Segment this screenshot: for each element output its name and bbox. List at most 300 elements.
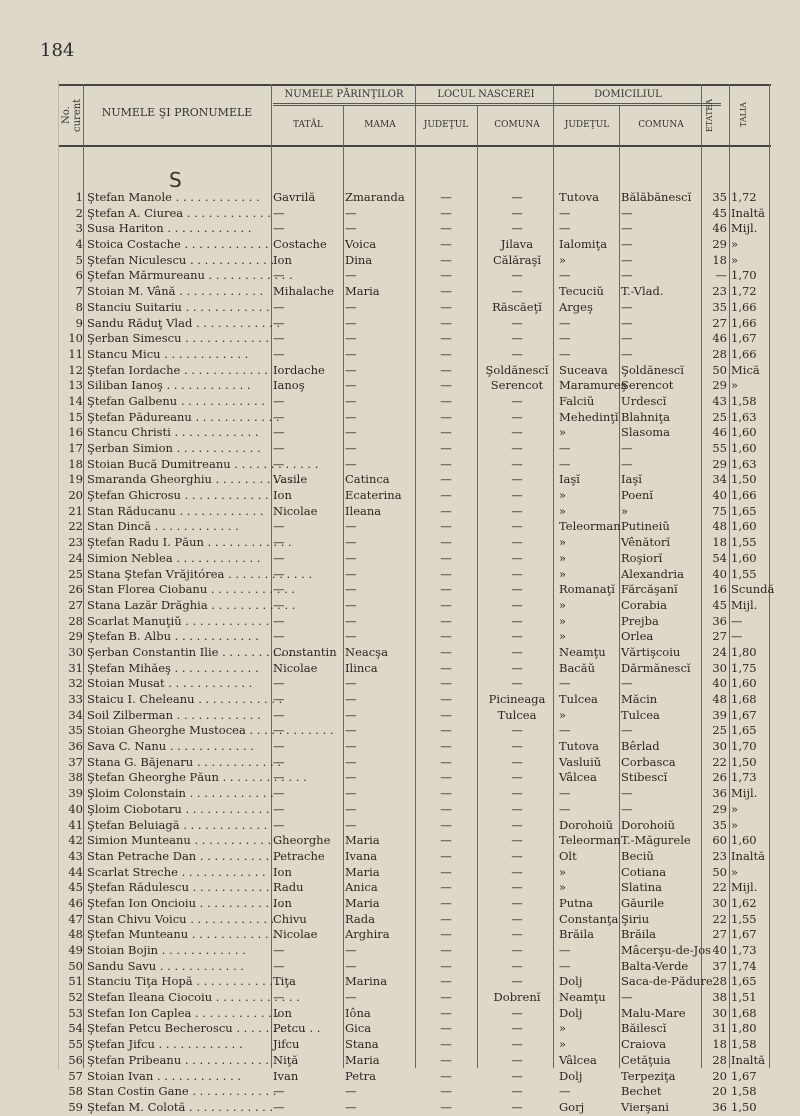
cell-tal: Mijl. xyxy=(731,597,758,612)
cell-tal: 1,80 xyxy=(731,644,757,659)
cell-tal: » xyxy=(731,237,739,252)
cell-cd: Brăila xyxy=(621,927,657,942)
cell-age: 48 xyxy=(712,692,727,706)
cell-tal: 1,67 xyxy=(731,1068,757,1083)
cell-tal: » xyxy=(731,801,739,816)
table-row xyxy=(59,1069,771,1085)
cell-name: Ştefan Manole . . . xyxy=(87,190,267,206)
cell-name: Ştefan Pădureanu . . . xyxy=(87,410,267,426)
cell-cd: Corabia xyxy=(621,597,667,612)
cell-cd: Bêrlad xyxy=(621,739,660,754)
cell-tal: 1,66 xyxy=(731,488,757,503)
cell-mama: Neacşa xyxy=(345,644,388,659)
cell-cn: Dobrenĭ xyxy=(493,990,541,1005)
cell-jd: Tutova xyxy=(559,739,599,754)
cell-tal: 1,66 xyxy=(731,299,757,314)
cell-name: Stanciu Suitariu . . . xyxy=(87,300,267,316)
cell-no: 47 xyxy=(68,911,83,926)
cell-age: 30 xyxy=(712,739,727,754)
cell-tal: 1,75 xyxy=(731,660,757,675)
cell-no: 19 xyxy=(68,472,83,487)
cell-mama: — xyxy=(345,268,357,283)
table-row xyxy=(59,676,771,692)
cell-name: Smaranda Gheorghiu . . . xyxy=(87,472,267,488)
cell-mama: — xyxy=(345,550,357,565)
cell-cd: Blahniţa xyxy=(621,409,670,424)
table-row xyxy=(59,598,771,614)
cell-jd: Falciŭ xyxy=(559,393,595,408)
cell-cd: — xyxy=(621,205,633,220)
cell-name: Stana Lazăr Drăghia . . . xyxy=(87,598,267,614)
cell-cn: — xyxy=(511,456,523,471)
cell-cn: — xyxy=(511,472,523,487)
cell-tal: 1,68 xyxy=(731,1005,757,1020)
cell-no: 40 xyxy=(68,801,83,816)
cell-mama: Ivana xyxy=(345,848,378,863)
cell-tal: 1,50 xyxy=(731,472,757,487)
cell-jn: — xyxy=(440,315,452,330)
cell-jd: Vasluiŭ xyxy=(559,754,602,769)
cell-jn: — xyxy=(440,864,452,879)
cell-age: 36 xyxy=(712,786,727,801)
cell-jd: » xyxy=(559,566,567,581)
cell-age: 27 xyxy=(712,629,727,644)
cell-no: 21 xyxy=(68,503,83,518)
cell-jn: — xyxy=(440,801,452,816)
cell-cd: Dărmănescĭ xyxy=(621,660,691,675)
cell-tal: 1,74 xyxy=(731,958,757,973)
cell-tal: 1,67 xyxy=(731,331,757,346)
cell-age: 20 xyxy=(712,1068,727,1083)
cell-jn: — xyxy=(440,895,452,910)
cell-tata: — xyxy=(273,739,285,754)
cell-mama: — xyxy=(345,299,357,314)
cell-cn: — xyxy=(511,393,523,408)
cell-jn: — xyxy=(440,848,452,863)
cell-cn: — xyxy=(511,1099,523,1114)
cell-no: 27 xyxy=(68,597,83,612)
cell-age: 55 xyxy=(712,441,727,455)
cell-tal: 1,70 xyxy=(731,739,757,754)
cell-no: 5 xyxy=(75,252,83,267)
cell-cd: Slatina xyxy=(621,880,662,895)
cell-tal: 1,60 xyxy=(731,519,757,534)
table-row xyxy=(59,331,771,347)
cell-jn: — xyxy=(440,1068,452,1083)
cell-jn: — xyxy=(440,1099,452,1114)
cell-jn: — xyxy=(440,1084,452,1099)
cell-mama: — xyxy=(345,409,357,424)
cell-no: 33 xyxy=(68,692,83,706)
cell-jn: — xyxy=(440,378,452,393)
cell-name: Şloim Colonstain . . . xyxy=(87,786,267,802)
cell-no: 7 xyxy=(75,284,83,299)
cell-cd: — xyxy=(621,801,633,816)
cell-cn: Tulcea xyxy=(497,707,537,722)
header-name: NUMELE ŞI PRONUMELE xyxy=(101,106,253,119)
cell-age: 23 xyxy=(712,284,727,299)
cell-mama: — xyxy=(345,393,357,408)
cell-name: Stan Dincă . . . xyxy=(87,519,267,535)
table-row xyxy=(59,645,771,661)
cell-jn: — xyxy=(440,1005,452,1020)
cell-jn: — xyxy=(440,284,452,299)
table-row xyxy=(59,268,771,284)
cell-tata: Jifcu xyxy=(273,1037,300,1052)
cell-cn: — xyxy=(511,786,523,801)
cell-tata: Nicolae xyxy=(273,503,318,518)
cell-tal: 1,60 xyxy=(731,550,757,565)
cell-tal: 1,67 xyxy=(731,707,757,722)
cell-tata: Ion xyxy=(273,252,292,267)
cell-cd: Băilescĭ xyxy=(621,1021,667,1036)
cell-tata: — xyxy=(273,597,285,612)
cell-tata: Gavrilă xyxy=(273,190,316,204)
cell-name: Şerban Constantin Ilie . . . xyxy=(87,645,267,661)
cell-tal: 1,51 xyxy=(731,990,757,1005)
cell-jn: — xyxy=(440,943,452,957)
cell-cn: — xyxy=(511,331,523,346)
cell-cd: — xyxy=(621,990,633,1005)
cell-name: Stoian Bucă Dumitreanu . . . xyxy=(87,457,267,473)
table-row xyxy=(59,519,771,535)
cell-jn: — xyxy=(440,237,452,252)
cell-cd: Cetăţuia xyxy=(621,1052,671,1067)
cell-jn: — xyxy=(440,833,452,848)
cell-mama: — xyxy=(345,770,357,785)
header-domicile: DOMICILIUL xyxy=(594,89,662,100)
cell-no: 50 xyxy=(68,958,83,973)
cell-no: 10 xyxy=(68,331,83,346)
cell-name: Stoian M. Vână . . . xyxy=(87,284,267,300)
cell-name: Stefan Ion Caplea . . . xyxy=(87,1006,267,1022)
cell-cd: Bechet xyxy=(621,1084,662,1099)
cell-cd: Urdescĭ xyxy=(621,393,667,408)
cell-jn: — xyxy=(440,409,452,424)
cell-cn: — xyxy=(511,284,523,299)
cell-cd: Malu-Mare xyxy=(621,1005,686,1020)
cell-cd: — xyxy=(621,237,633,252)
cell-tata: Ion xyxy=(273,488,292,503)
cell-tata: Petrache xyxy=(273,848,325,863)
cell-tal: 1,60 xyxy=(731,425,757,440)
cell-tal: 1,67 xyxy=(731,927,757,942)
cell-tata: — xyxy=(273,754,285,769)
cell-name: Ştefan Mărmureanu . . . xyxy=(87,268,267,284)
cell-no: 55 xyxy=(68,1037,83,1052)
cell-no: 52 xyxy=(68,990,83,1005)
cell-tata: Nicolae xyxy=(273,660,318,675)
cell-jd: » xyxy=(559,880,567,895)
cell-tata: — xyxy=(273,566,285,581)
cell-age: 60 xyxy=(712,833,727,848)
cell-no: 9 xyxy=(75,315,83,330)
cell-no: 46 xyxy=(68,895,83,910)
cell-name: Ştefan Jifcu . . . xyxy=(87,1037,267,1053)
cell-jd: Gorj xyxy=(559,1099,585,1114)
cell-name: Ştefan M. Colotă . . . xyxy=(87,1100,267,1116)
cell-tata: Constantin xyxy=(273,644,337,659)
table-row xyxy=(59,582,775,598)
cell-mama: Ecaterina xyxy=(345,488,402,503)
cell-tal: 1,70 xyxy=(731,268,757,283)
cell-jn: — xyxy=(440,644,452,659)
cell-age: 30 xyxy=(712,895,727,910)
cell-age: 46 xyxy=(712,331,727,346)
cell-age: 36 xyxy=(712,613,727,628)
header-judetul: JUDEŢUL xyxy=(423,120,469,130)
cell-jd: » xyxy=(559,550,567,565)
cell-no: 6 xyxy=(75,268,83,283)
cell-tal: 1,66 xyxy=(731,346,757,361)
cell-jn: — xyxy=(440,205,452,220)
cell-tata: — xyxy=(273,817,285,832)
cell-no: 1 xyxy=(75,190,83,204)
cell-jd: » xyxy=(559,613,567,628)
cell-mama: — xyxy=(345,801,357,816)
table-row xyxy=(59,551,771,567)
cell-jn: — xyxy=(440,911,452,926)
cell-tata: — xyxy=(273,425,285,440)
cell-cn: — xyxy=(511,739,523,754)
cell-name: Şerban Simescu . . . xyxy=(87,331,267,347)
cell-age: 46 xyxy=(712,221,727,236)
cell-tal: Scundă xyxy=(731,582,775,597)
cell-tal: 1,73 xyxy=(731,770,757,785)
cell-age: 40 xyxy=(712,676,727,691)
cell-age: 30 xyxy=(712,1005,727,1020)
cell-mama: Catinca xyxy=(345,472,390,487)
cell-jd: Vâlcea xyxy=(559,770,597,785)
cell-jd: — xyxy=(559,315,571,330)
cell-tata: — xyxy=(273,692,285,706)
cell-age: 36 xyxy=(712,1099,727,1114)
cell-jn: — xyxy=(440,707,452,722)
cell-cd: — xyxy=(621,221,633,236)
cell-name: Sandu Răduţ Vlad . . . xyxy=(87,316,267,332)
cell-cd: — xyxy=(621,441,633,455)
entry-list xyxy=(59,190,775,1116)
cell-jd: » xyxy=(559,707,567,722)
cell-name: Ştefan Munteanu . . . xyxy=(87,927,267,943)
table-row xyxy=(59,849,771,865)
cell-cd: Şiriu xyxy=(621,911,650,926)
cell-no: 53 xyxy=(68,1005,83,1020)
page-number: 184 xyxy=(40,40,75,61)
cell-cn: — xyxy=(511,425,523,440)
cell-mama: — xyxy=(345,378,357,393)
cell-jn: — xyxy=(440,252,452,267)
cell-jd: — xyxy=(559,331,571,346)
cell-tata: — xyxy=(273,441,285,455)
cell-no: 35 xyxy=(68,723,83,738)
cell-cn: — xyxy=(511,1052,523,1067)
cell-name: Sandu Savu . . . xyxy=(87,959,267,975)
cell-mama: Arghira xyxy=(345,927,390,942)
cell-no: 58 xyxy=(68,1084,83,1099)
cell-cd: — xyxy=(621,252,633,267)
table-row xyxy=(59,629,771,645)
cell-no: 41 xyxy=(68,817,83,832)
cell-age: 24 xyxy=(712,644,727,659)
table-row xyxy=(59,802,771,818)
table-row xyxy=(59,504,771,520)
cell-tal: 1,58 xyxy=(731,1037,757,1052)
table-row xyxy=(59,692,771,708)
cell-age: 75 xyxy=(712,503,727,518)
cell-cd: Prejba xyxy=(621,613,659,628)
cell-age: — xyxy=(715,268,727,283)
cell-mama: Marina xyxy=(345,974,388,989)
cell-age: 45 xyxy=(712,205,727,220)
cell-mama: Maria xyxy=(345,284,380,299)
cell-jn: — xyxy=(440,990,452,1005)
cell-jn: — xyxy=(440,441,452,455)
cell-no: 25 xyxy=(68,566,83,581)
table-row xyxy=(59,1100,771,1116)
cell-jd: Neamţu xyxy=(559,990,606,1005)
cell-jd: Romanaţĭ xyxy=(559,582,615,597)
cell-no: 51 xyxy=(68,974,83,989)
cell-jn: — xyxy=(440,362,452,377)
cell-tata: Chivu xyxy=(273,911,307,926)
header-mama: MAMA xyxy=(364,120,396,130)
cell-age: 50 xyxy=(712,362,727,377)
cell-mama: — xyxy=(345,990,357,1005)
cell-name: Siliban Ianoş . . . xyxy=(87,378,267,394)
cell-cn: — xyxy=(511,943,523,957)
cell-name: Ştefan Mihăeş . . . xyxy=(87,661,267,677)
cell-age: 22 xyxy=(712,880,727,895)
cell-tal: 1,55 xyxy=(731,911,757,926)
cell-tata: — xyxy=(273,676,285,691)
cell-no: 12 xyxy=(68,362,83,377)
cell-tal: 1,55 xyxy=(731,535,757,550)
cell-name: Şerban Simion . . . xyxy=(87,441,267,457)
cell-tata: — xyxy=(273,629,285,644)
cell-tata: — xyxy=(273,786,285,801)
cell-cn: Şoldănescĭ xyxy=(485,362,549,377)
cell-jn: — xyxy=(440,723,452,738)
cell-cn: — xyxy=(511,1084,523,1099)
cell-cn: — xyxy=(511,315,523,330)
cell-tal: Mijl. xyxy=(731,880,758,895)
cell-age: 40 xyxy=(712,943,727,957)
cell-jd: Suceava xyxy=(559,362,608,377)
cell-jd: » xyxy=(559,864,567,879)
cell-jd: Teleorman xyxy=(559,833,621,848)
table-row xyxy=(59,896,771,912)
cell-tal: » xyxy=(731,252,739,267)
table-row xyxy=(59,488,771,504)
cell-mama: Dina xyxy=(345,252,373,267)
cell-name: Scarlat Streche . . . xyxy=(87,865,267,881)
cell-cn: — xyxy=(511,880,523,895)
cell-jn: — xyxy=(440,331,452,346)
cell-cn: — xyxy=(511,629,523,644)
cell-jd: — xyxy=(559,221,571,236)
table-row xyxy=(59,614,771,630)
cell-cd: Serencot xyxy=(621,378,674,393)
cell-name: Ştefan Petcu Becheroscu . . . xyxy=(87,1021,267,1037)
cell-age: 35 xyxy=(712,190,727,204)
cell-age: 18 xyxy=(712,252,727,267)
cell-mama: — xyxy=(345,958,357,973)
cell-age: 22 xyxy=(712,911,727,926)
cell-cn: — xyxy=(511,1005,523,1020)
cell-jn: — xyxy=(440,456,452,471)
cell-cd: Cotiana xyxy=(621,864,667,879)
cell-no: 31 xyxy=(68,660,83,675)
cell-tal: 1,65 xyxy=(731,974,757,989)
cell-no: 28 xyxy=(68,613,83,628)
cell-name: Staicu I. Cheleanu . . . xyxy=(87,692,267,708)
cell-jd: — xyxy=(559,801,571,816)
cell-name: Stanciu Tiţa Hopă . . . xyxy=(87,974,267,990)
cell-tata: — xyxy=(273,299,285,314)
cell-cd: Corbasca xyxy=(621,754,676,769)
cell-cd: Craiova xyxy=(621,1037,667,1052)
cell-cn: — xyxy=(511,660,523,675)
cell-jn: — xyxy=(440,519,452,534)
cell-mama: — xyxy=(345,943,357,957)
table-row xyxy=(59,284,771,300)
table-row xyxy=(59,927,771,943)
cell-tata: Vasile xyxy=(273,472,308,487)
cell-name: Stefan Ileana Ciocoiu . . . xyxy=(87,990,267,1006)
cell-jn: — xyxy=(440,535,452,550)
cell-name: Ştefan Niculescu . . . xyxy=(87,253,267,269)
table-row xyxy=(59,378,771,394)
table-row xyxy=(59,1021,771,1037)
cell-name: Ştefan A. Ciurea . . . xyxy=(87,206,267,222)
cell-no: 11 xyxy=(68,346,83,361)
table-row xyxy=(59,221,771,237)
cell-tal: Mică xyxy=(731,362,760,377)
cell-jn: — xyxy=(440,550,452,565)
cell-jn: — xyxy=(440,425,452,440)
cell-cd: — xyxy=(621,268,633,283)
cell-age: 50 xyxy=(712,864,727,879)
cell-jd: Brăila xyxy=(559,927,595,942)
table-row xyxy=(59,300,771,316)
cell-age: 16 xyxy=(712,582,727,597)
cell-cd: — xyxy=(621,456,633,471)
cell-jd: Dorohoiŭ xyxy=(559,817,613,832)
section-letter: S xyxy=(169,168,182,192)
cell-jn: — xyxy=(440,346,452,361)
header-mid-rule xyxy=(273,103,721,106)
cell-no: 20 xyxy=(68,488,83,503)
cell-mama: — xyxy=(345,1084,357,1099)
cell-tal: 1,55 xyxy=(731,566,757,581)
cell-jn: — xyxy=(440,974,452,989)
cell-no: 23 xyxy=(68,535,83,550)
cell-tal: Mijl. xyxy=(731,221,758,236)
cell-age: 34 xyxy=(712,472,727,487)
cell-jn: — xyxy=(440,1052,452,1067)
cell-tata: Gheorghe xyxy=(273,833,331,848)
cell-cn: — xyxy=(511,582,523,597)
cell-cd: Slasoma xyxy=(621,425,670,440)
cell-cn: — xyxy=(511,911,523,926)
table-row xyxy=(59,818,771,834)
cell-no: 37 xyxy=(68,754,83,769)
table-row xyxy=(59,567,771,583)
cell-tata: — xyxy=(273,456,285,471)
header-age: ETATEA xyxy=(705,98,714,132)
table-row xyxy=(59,974,771,990)
